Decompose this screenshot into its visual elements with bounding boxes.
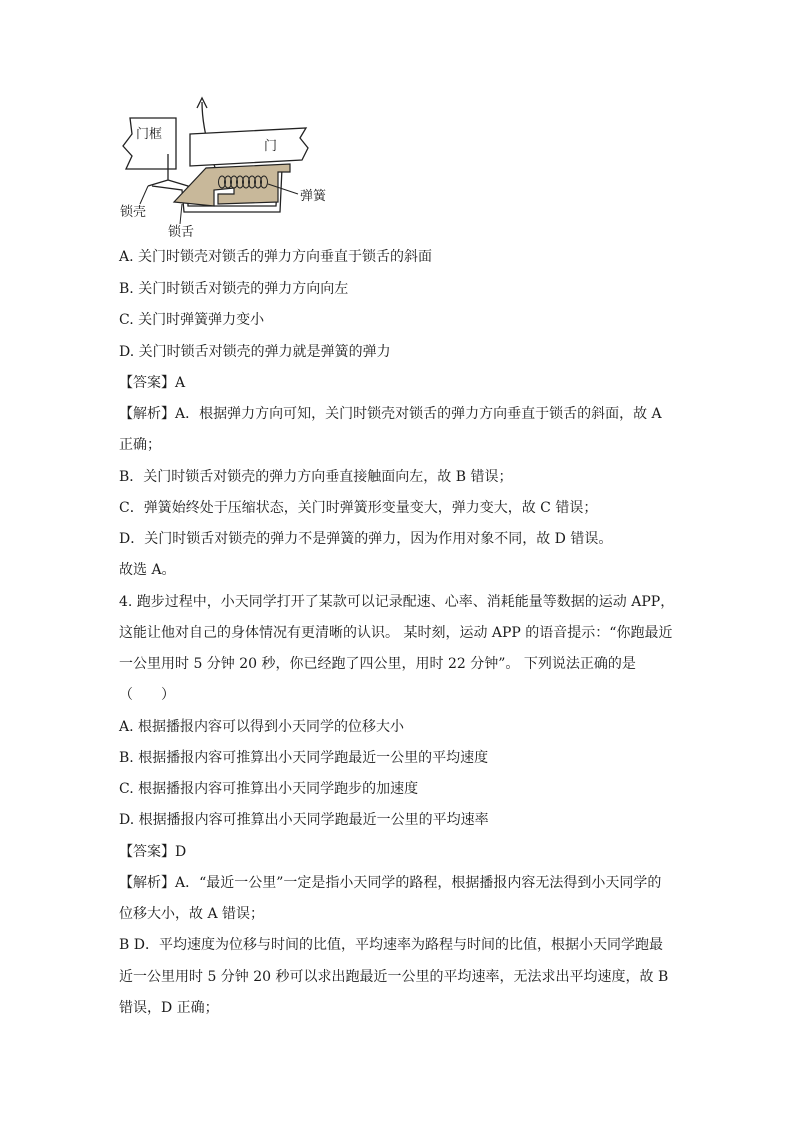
tongue-leader	[180, 204, 182, 224]
conclusion-prev: 故选 A。	[119, 562, 176, 578]
label-door-frame: 门框	[136, 127, 163, 142]
option-b-prev: B. 关门时锁舌对锁壳的弹力方向向左	[119, 281, 349, 297]
question-4-line-2: 这能让他对自己的身体情况有更清晰的认识。 某时刻，运动 APP 的语音提示：“你跑最近	[119, 625, 673, 641]
analysis-line-1: 【解析】A．“最近一公里”一定是指小天同学的路程，根据播报内容无法得到小天同学的	[119, 875, 662, 891]
answer-prev: 【答案】A	[119, 375, 186, 391]
door-lock-diagram	[118, 94, 338, 240]
door-shape	[190, 128, 308, 166]
lock-tongue-shape	[174, 164, 290, 206]
analysis-prev-line-2: 正确；	[119, 437, 161, 453]
label-spring: 弹簧	[300, 189, 327, 204]
option-a: A. 根据播报内容可以得到小天同学的位移大小	[119, 719, 405, 735]
label-lock-tongue: 锁舌	[168, 225, 195, 240]
analysis-prev-line-4: C．弹簧始终处于压缩状态，关门时弹簧形变量变大，弹力变大，故 C 错误；	[119, 500, 598, 516]
question-4-blank: （ ）	[119, 687, 175, 703]
option-d-prev: D. 关门时锁舌对锁壳的弹力就是弹簧的弹力	[119, 344, 391, 360]
analysis-line-2: 位移大小，故 A 错误；	[119, 906, 265, 922]
label-door: 门	[264, 139, 278, 154]
analysis-prev-line-5: D．关门时锁舌对锁壳的弹力不是弹簧的弹力，因为作用对象不同，故 D 错误。	[119, 531, 613, 547]
question-4-line-1: 4. 跑步过程中，小天同学打开了某款可以记录配速、心率、消耗能量等数据的运动 APP，	[119, 594, 675, 610]
option-d: D. 根据播报内容可推算出小天同学跑最近一公里的平均速率	[119, 812, 489, 828]
label-lock-shell: 锁壳	[120, 205, 147, 220]
analysis-line-5: 错误，D 正确；	[119, 1000, 219, 1016]
analysis-line-4: 近一公里用时 5 分钟 20 秒可以求出跑最近一公里的平均速率，无法求出平均速度，故 B	[119, 969, 669, 985]
option-c: C. 根据播报内容可推算出小天同学跑步的加速度	[119, 781, 419, 797]
shell-leader	[140, 186, 148, 204]
analysis-prev-line-3: B．关门时锁舌对锁壳的弹力方向垂直接触面向左，故 B 错误；	[119, 469, 513, 485]
option-a-prev: A. 关门时锁壳对锁舌的弹力方向垂直于锁舌的斜面	[119, 249, 433, 265]
option-c-prev: C. 关门时弹簧弹力变小	[119, 312, 265, 328]
analysis-line-3: B D．平均速度为位移与时间的比值，平均速率为路程与时间的比值，根据小天同学跑最	[119, 937, 663, 953]
answer: 【答案】D	[119, 844, 187, 860]
option-b: B. 根据播报内容可推算出小天同学跑最近一公里的平均速度	[119, 750, 489, 766]
analysis-prev-line-1: 【解析】A．根据弹力方向可知，关门时锁壳对锁舌的弹力方向垂直于锁舌的斜面，故 A	[119, 406, 662, 422]
question-4-line-3: 一公里用时 5 分钟 20 秒，你已经跑了四公里，用时 22 分钟”。 下列说法正确的是	[119, 656, 636, 672]
